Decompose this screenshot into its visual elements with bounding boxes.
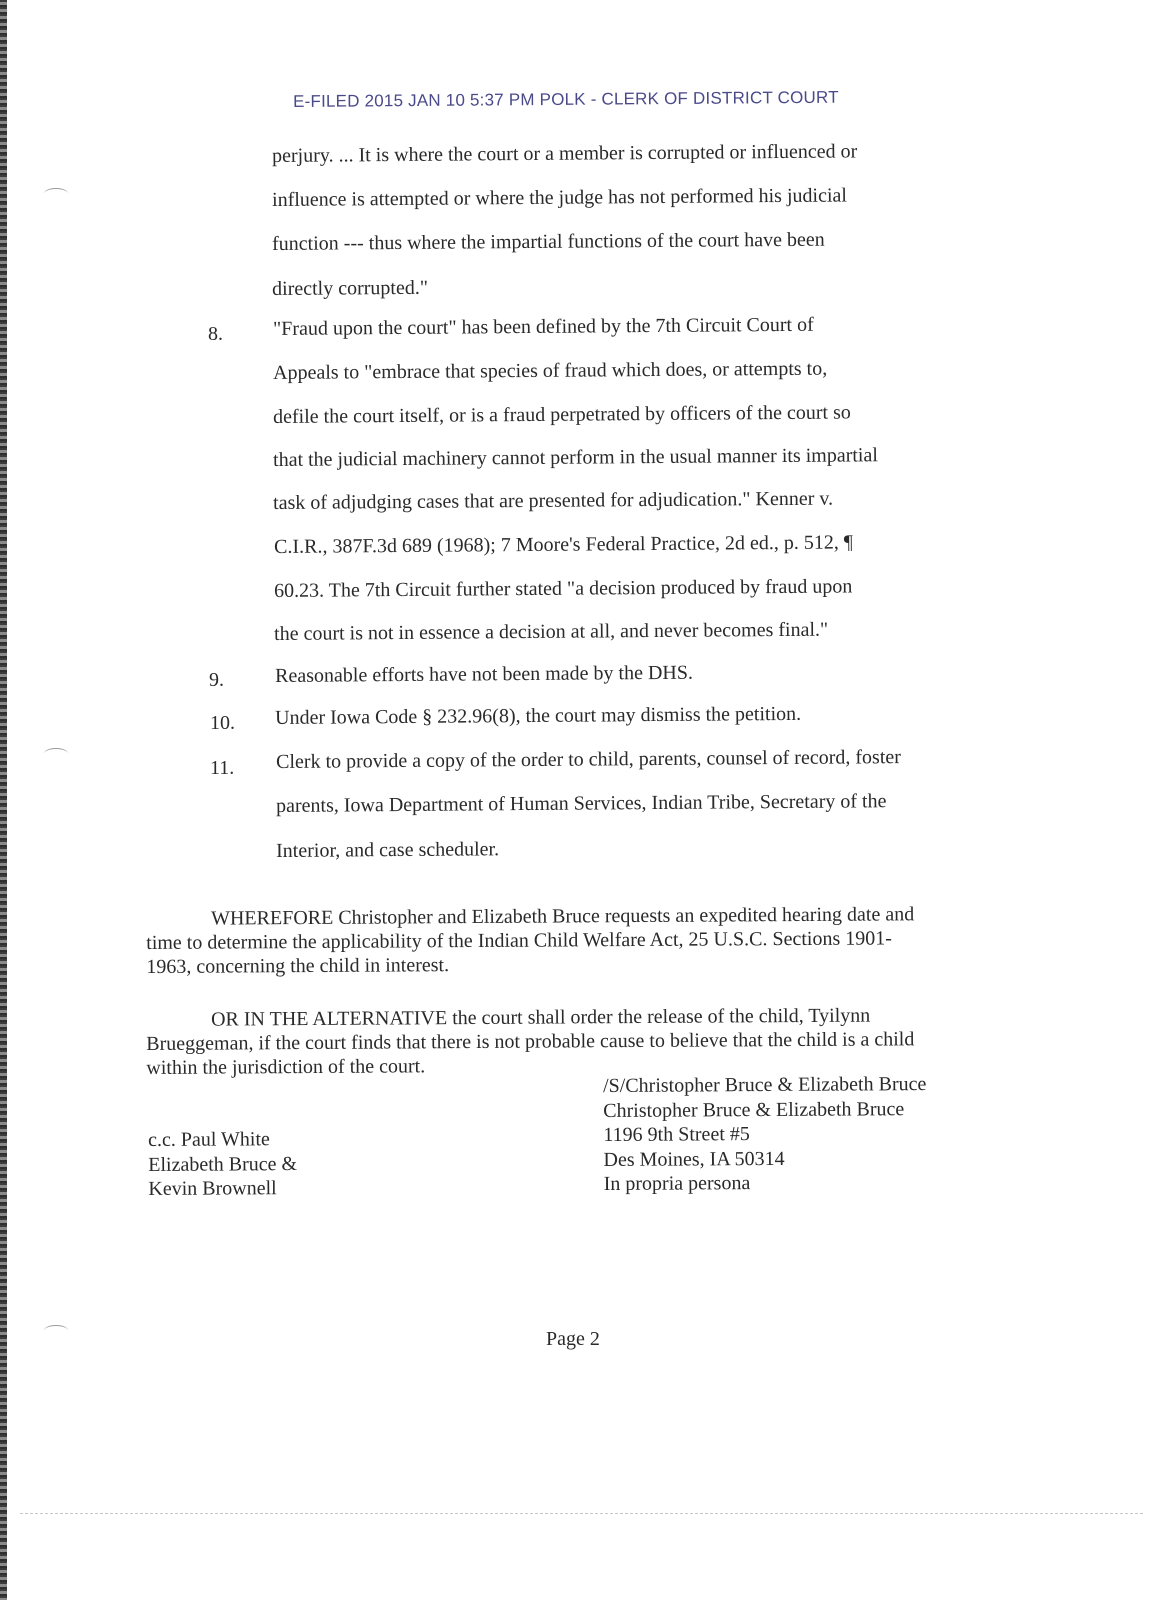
alternative-line: Brueggeman, if the court finds that there is not probable cause to believe that the child is a child xyxy=(146,1028,915,1055)
wherefore-line: 1963, concerning the child in interest. xyxy=(146,954,450,978)
item-number: 10. xyxy=(210,712,235,734)
item-8-line: 60.23. The 7th Circuit further stated "a decision produced by fraud upon xyxy=(274,575,853,602)
wherefore-line: WHEREFORE Christopher and Elizabeth Bruce requests an expedited hearing date and xyxy=(211,903,915,930)
item-number: 8. xyxy=(208,323,223,345)
wherefore-paragraph xyxy=(146,902,915,979)
efiled-stamp: E-FILED 2015 JAN 10 5:37 PM POLK - CLERK OF DISTRICT COURT xyxy=(293,87,839,111)
cc-line: c.c. Paul White xyxy=(148,1128,270,1151)
signature-name: Christopher Bruce & Elizabeth Bruce xyxy=(603,1097,905,1122)
alternative-paragraph xyxy=(146,1003,915,1080)
signature-address: 1196 9th Street #5 xyxy=(603,1123,750,1147)
item-9-text: Reasonable efforts have not been made by the DHS. xyxy=(275,661,694,687)
continuation-line: influence is attempted or where the judge has not performed his judicial xyxy=(272,184,847,211)
hole-punch-mark xyxy=(44,748,68,759)
item-8-line: Appeals to "embrace that species of fraud which does, or attempts to, xyxy=(273,357,828,384)
continuation-line: function --- thus where the impartial functions of the court have been xyxy=(272,228,825,255)
item-10-text: Under Iowa Code § 232.96(8), the court may dismiss the petition. xyxy=(275,702,802,729)
continuation-line: directly corrupted." xyxy=(272,276,429,300)
signature-city: Des Moines, IA 50314 xyxy=(603,1147,785,1171)
wherefore-line: time to determine the applicability of the Indian Child Welfare Act, 25 U.S.C. Sections 1901- xyxy=(146,927,892,954)
item-8-line: "Fraud upon the court" has been defined by the 7th Circuit Court of xyxy=(273,313,814,340)
item-11-line: Clerk to provide a copy of the order to child, parents, counsel of record, foster xyxy=(276,746,901,773)
item-8-line: the court is not in essence a decision at all, and never becomes final." xyxy=(274,618,829,645)
scan-edge-artifact xyxy=(0,0,7,1600)
scan-bottom-rule xyxy=(20,1513,1143,1514)
item-8-line: defile the court itself, or is a fraud perpetrated by officers of the court so xyxy=(273,401,851,428)
signature-line: /S/Christopher Bruce & Elizabeth Bruce xyxy=(603,1073,927,1097)
item-8-line: C.I.R., 387F.3d 689 (1968); 7 Moore's Federal Practice, 2d ed., p. 512, ¶ xyxy=(274,531,853,558)
alternative-line: within the jurisdiction of the court. xyxy=(146,1055,426,1079)
item-8-line: task of adjudging cases that are presented for adjudication." Kenner v. xyxy=(273,487,834,514)
page-number: Page 2 xyxy=(546,1328,600,1350)
hole-punch-mark xyxy=(44,1325,68,1336)
item-number: 9. xyxy=(209,669,224,691)
item-11-line: Interior, and case scheduler. xyxy=(276,838,500,862)
signature-capacity: In propria persona xyxy=(603,1172,751,1196)
cc-line: Elizabeth Bruce & xyxy=(148,1152,298,1176)
alternative-line: OR IN THE ALTERNATIVE the court shall order the release of the child, Tyilynn xyxy=(211,1004,871,1031)
cc-block xyxy=(148,1127,297,1202)
item-number: 11. xyxy=(210,757,235,779)
item-11-line: parents, Iowa Department of Human Services, Indian Tribe, Secretary of the xyxy=(276,790,887,817)
signature-block xyxy=(603,1072,927,1197)
cc-line: Kevin Brownell xyxy=(148,1177,277,1201)
continuation-line: perjury. ... It is where the court or a member is corrupted or influenced or xyxy=(272,140,858,167)
hole-punch-mark xyxy=(44,188,68,199)
item-8-line: that the judicial machinery cannot perform in the usual manner its impartial xyxy=(273,444,878,471)
